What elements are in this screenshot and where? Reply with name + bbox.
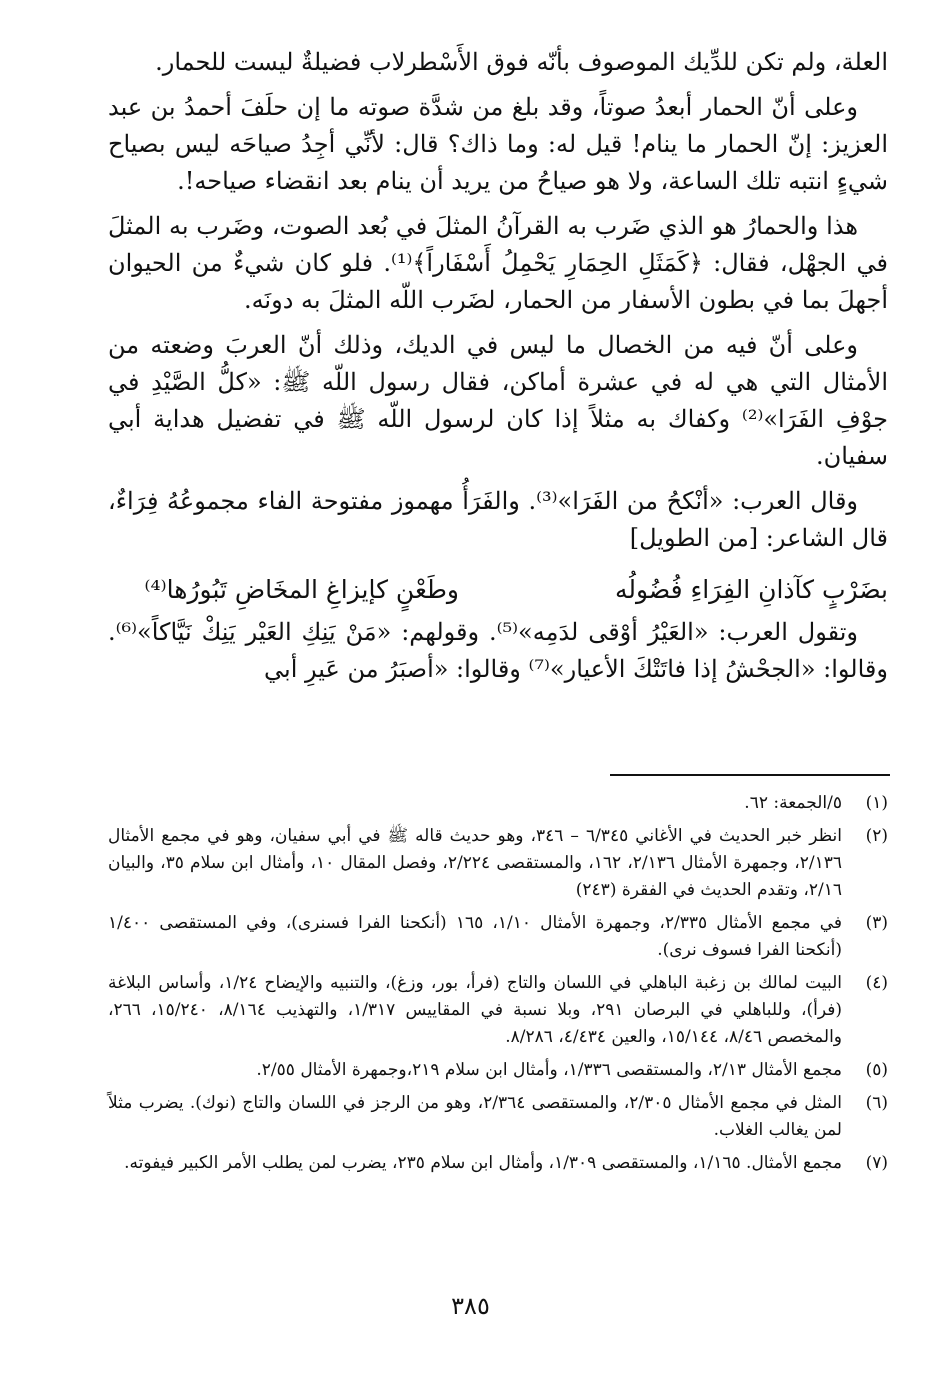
footnote-text: في مجمع الأمثال ٢/٣٣٥، وجمهرة الأمثال ١/١٠، ١٦٥ (أنكحنا الفرا فسنرى)، وفي المستقصى ١/٤٠٠ (أنكحنا الفرا فسوف نرى). [108,913,843,960]
poetry-verse [108,565,888,614]
footnote-number: (٢) [865,826,888,846]
footnotes [108,790,888,1183]
footnote-text: المثل في مجمع الأمثال ٢/٣٠٥، والمستقصى ٢/٣٦٤، وهو من الرجز في اللسان والتاج (نوك). يضرب مثلاً لمن يغالب الغلاب. [108,1093,842,1140]
footnote [108,1057,888,1084]
paragraph-1: العلة، ولم تكن للدِّيك الموصوف بأنّه فوق الأَسْطرلاب فضيلةٌ ليست للحمار. [155,48,888,76]
footnote [108,970,888,1051]
footnote [108,823,888,904]
footnote-text: مجمع الأمثال. ١/١٦٥، والمستقصى ١/٣٠٩، وأمثال ابن سلام ٢٣٥، يضرب لمن يطلب الأمر الكبير فيفوته. [124,1153,842,1173]
footnote [108,1090,888,1144]
paragraph-closing: وتقول العرب: «العَيْرُ أوْقى لدَمِه»⁽⁵⁾. وقولهم: «مَنْ يَنِكِ العَيْر يَنِكْ نَيَّاكاً»⁽⁶⁾. وقالوا: «الجحْشُ إذا فاتَتْكَ الأعيار»⁽⁷⁾ وقالوا: «أصبَرُ من عَيرِ أبي [108,618,888,683]
footnote [108,1150,888,1177]
page-number: ٣٨٥ [451,1292,490,1320]
footnote [108,910,888,964]
footnote-number: (٤) [865,973,888,993]
footnote-number: (٥) [865,1060,888,1080]
footnote-separator [610,774,890,776]
footnote-number: (٦) [865,1093,888,1113]
paragraph-3: هذا والحمارُ هو الذي ضَرب به القرآنُ المثلَ في بُعد الصوت، وضَرب به المثلَ في الجهْل، فقال: ﴿كَمَثَلِ الحِمَارِ يَحْمِلُ أَسْفَاراً﴾⁽¹⁾. فلو كان شيءٌ من الحيوان أجهلَ بما في بطون الأسفار من الحمار، لضَرب اللّه المثلَ به دونَه. [108,212,888,314]
paragraph-2: وعلى أنّ الحمار أبعدُ صوتاً، وقد بلغ من شدَّة صوته ما إن حلَفَ أحمدُ بن عبد العزيز: إنّ الحمار ما ينام! قيل له: وما ذاك؟ قال: لأنِّي أجِدُ صياحَه ليس بصياح شيءٍ انتبه تلك الساعة، ولا هو صياحُ من يريد أن ينام بعد انقضاء صياحه!. [108,93,888,195]
footnote-number: (١) [865,793,888,813]
paragraph-4: وعلى أنّ فيه من الخصال ما ليس في الديك، وذلك أنّ العربَ وضعته من الأمثال التي هي له في عشرة أماكن، فقال رسول اللّه ﷺ: «كلُّ الصَّيْدِ في جوْفِ الفَرَا»⁽²⁾ وكفاك به مثلاً إذا كان لرسول اللّه ﷺ في تفضيل هداية أبي سفيان. [108,331,888,470]
footnote-number: (٧) [865,1153,888,1173]
paragraph-5: وقال العرب: «أنْكحُ من الفَرَا»⁽³⁾. والفَرَأُ مهموز مفتوحة الفاء مجموعُهُ فِرَاءٌ، قال الشاعر: [من الطويل] [108,487,888,552]
footnote [108,790,888,817]
footnote-text: البيت لمالك بن زغبة الباهلي في اللسان والتاج (فرأ، بور، وزغ)، والتنبيه والإيضاح ١/٢٤، وأساس البلاغة (فرأ)، وللباهلي في البرصان ٢٩١، وبلا نسبة في المقاييس ١/٣١٧، والتهذيب ٨/١٦٤، ١٥/٢٤٠، ٢٦٦، والمخصص ٨/٤٦، ١٥/١٤٤، والعين ٤/٤٣٤، ٨/٢٨٦. [108,973,842,1047]
main-text [108,44,888,696]
footnote-number: (٣) [865,913,888,933]
verse-first-hemistich: بضَرْبٍ كآذانِ الفِرَاءِ فُضُولُه [614,575,888,604]
footnote-text: انظر خبر الحديث في الأغاني ٦/٣٤٥ – ٣٤٦، وهو حديث قاله ﷺ في أبي سفيان، وهو في مجمع الأمثال ٢/١٣٦، وجمهرة الأمثال ٢/١٣٦، ١٦٢، والمستقصى ٢/٢٢٤، وفصل المقال ١٠، وأمثال ابن سلام ٣٥، والبيان ٢/١٦، وتقدم الحديث في الفقرة (٢٤٣) [108,826,842,900]
footnote-text: مجمع الأمثال ٢/١٣، والمستقصى ١/٣٣٦، وأمثال ابن سلام ٢١٩،وجمهرة الأمثال ٢/٥٥. [256,1060,842,1080]
verse-second-hemistich: وطَعْنٍ كإيزاغِ المخَاضِ تَبُورُها⁽⁴⁾ [144,575,459,604]
footnote-text: ٥/الجمعة: ٦٢. [744,793,842,813]
